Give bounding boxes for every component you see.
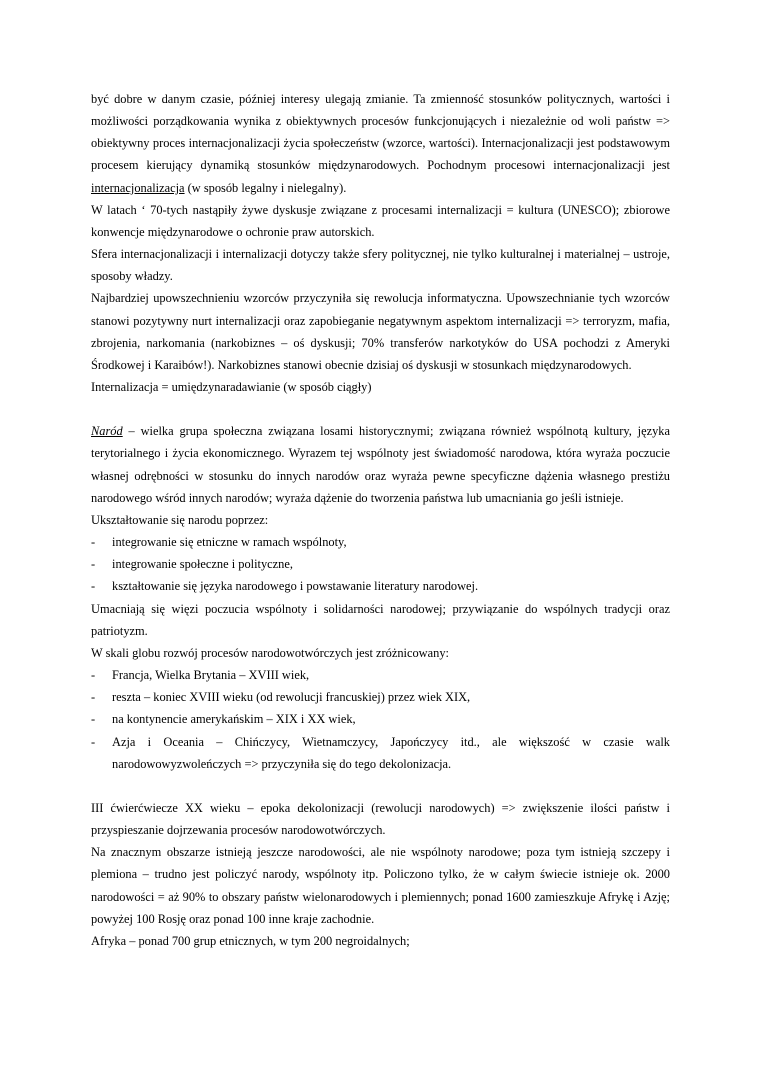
paragraph-skala-globu: W skali globu rozwój procesów narodowotwórczych jest zróżnicowany: xyxy=(91,645,449,660)
blank-line xyxy=(91,398,670,420)
list-item-text: integrowanie społeczne i polityczne, xyxy=(112,557,293,572)
paragraph-text-end: (w sposób legalny i nielegalny). xyxy=(184,180,347,195)
paragraph-internalizacja-def: Internalizacja = umiędzynaradawianie (w sposób ciągły) xyxy=(91,380,372,395)
list-item-text: Azja i Oceania – Chińczycy, Wietnamczycy, Japończycy itd., ale większość w czasie walk narodowowyzwoleńczych => przyczyniła się do tego dekolonizacja. xyxy=(112,734,670,771)
list-item-text: Francja, Wielka Brytania – XVIII wiek, xyxy=(112,668,310,683)
list-item-text: kształtowanie się języka narodowego i powstawanie literatury narodowej. xyxy=(112,579,479,594)
blank-line xyxy=(91,775,670,797)
paragraph-umacniaja: Umacniają się więzi poczucia wspólnoty i solidarności narodowej; przywiązanie do wspólnych tradycji oraz patriotyzm. xyxy=(91,601,670,638)
paragraph-text: być dobre w danym czasie, później interesy ulegają zmianie. Ta zmienność stosunków politycznych, wartości i możliwości porządkowania wynika z obiektywnych procesów funkcjonujących i niezależnie od woli państw => obiektywny proces internacjonalizacji życia społeczeństw (wzorce, wartości). Internacjonalizacji jest podstawowym procesem kierujący dynamiką stosunków międzynarodowych. Pochodnym procesowi internacjonalizacji jest xyxy=(91,92,670,173)
list-item xyxy=(91,553,670,575)
list-item xyxy=(91,664,670,686)
bullet-dash: - xyxy=(91,712,96,727)
list-item-text: integrowanie się etniczne w ramach wspólnoty, xyxy=(112,535,347,550)
underlined-term: internacjonalizacja xyxy=(91,180,185,195)
bullet-dash: - xyxy=(91,668,96,683)
paragraph-afryka: Afryka – ponad 700 grup etnicznych, w tym 200 negroidalnych; xyxy=(91,933,410,948)
bullet-dash: - xyxy=(91,690,96,705)
list-item xyxy=(91,731,670,775)
list-item-text: reszta – koniec XVIII wieku (od rewolucji francuskiej) przez wiek XIX, xyxy=(112,690,471,705)
paragraph-uksztaltowanie: Ukształtowanie się narodu poprzez: xyxy=(91,512,269,527)
list-item xyxy=(91,575,670,597)
paragraph-narod xyxy=(91,420,670,509)
list-item xyxy=(91,708,670,730)
paragraph-unesco: W latach ‘ 70-tych nastąpiły żywe dyskusje związane z procesami internalizacji = kultura (UNESCO); zbiorowe konwencje międzynarodowe o ochronie praw autorskich. xyxy=(91,202,670,239)
paragraph-text: – wielka grupa społeczna związana losami historycznymi; związana również wspólnotą kultury, języka terytorialnego i życia ekonomicznego. Wyrazem tej wspólnoty jest świadomość narodowa, która wyraża poczucie własnej odrębności w stosunku do innych narodów oraz wyraża pewne specyficzne dążenia własnego prestiżu narodowego wśród innych narodów; wyraża dążenie do tworzenia państwa lub umacniania go jeśli istnieje. xyxy=(91,424,670,505)
list-item xyxy=(91,686,670,708)
bullet-dash: - xyxy=(91,557,96,572)
list-item-text: na kontynencie amerykańskim – XIX i XX wiek, xyxy=(112,712,356,727)
list-item xyxy=(91,531,670,553)
paragraph-sfera: Sfera internacjonalizacji i internalizacji dotyczy także sfery politycznej, nie tylko kulturalnej i materialnej – ustroje, sposoby władzy. xyxy=(91,247,670,284)
paragraph-rewolucja: Najbardziej upowszechnieniu wzorców przyczyniła się rewolucja informatyczna. Upowszechnianie tych wzorców stanowi pozytywny nurt internalizacji oraz zapobieganie negatywnym aspektom internalizacji => terroryzm, mafia, zbrojenia, narkomania (narkobiznes – oś dyskusji; 70% transferów narkotyków do USA pochodzi z Ameryki Środkowej i Karaibów!). Narkobiznes stanowi obecnie dzisiaj oś dyskusji w stosunkach międzynarodowych. xyxy=(91,291,670,372)
defined-term: Naród xyxy=(91,424,123,439)
bullet-dash: - xyxy=(91,535,96,550)
bullet-dash: - xyxy=(91,734,96,749)
paragraph-internacjonalizacja xyxy=(91,88,670,199)
paragraph-narodowosci: Na znacznym obszarze istnieją jeszcze narodowości, ale nie wspólnoty narodowe; poza tym istnieją szczepy i plemiona – trudno jest policzyć narody, wspólnoty itp. Policzono tylko, że w całym świecie istnieje ok. 2000 narodowości = aż 90% to obszary państw wielonarodowych i plemiennych; ponad 1600 zamieszkuje Afrykę i Azję; powyżej 100 Rosję oraz ponad 100 inne kraje zachodnie. xyxy=(91,845,670,926)
bullet-dash: - xyxy=(91,579,96,594)
document-page xyxy=(91,88,670,952)
paragraph-dekolonizacja: III ćwierćwiecze XX wieku – epoka dekolonizacji (rewolucji narodowych) => zwiększenie ilości państw i przyspieszanie dojrzewania procesów narodowotwórczych. xyxy=(91,800,670,838)
